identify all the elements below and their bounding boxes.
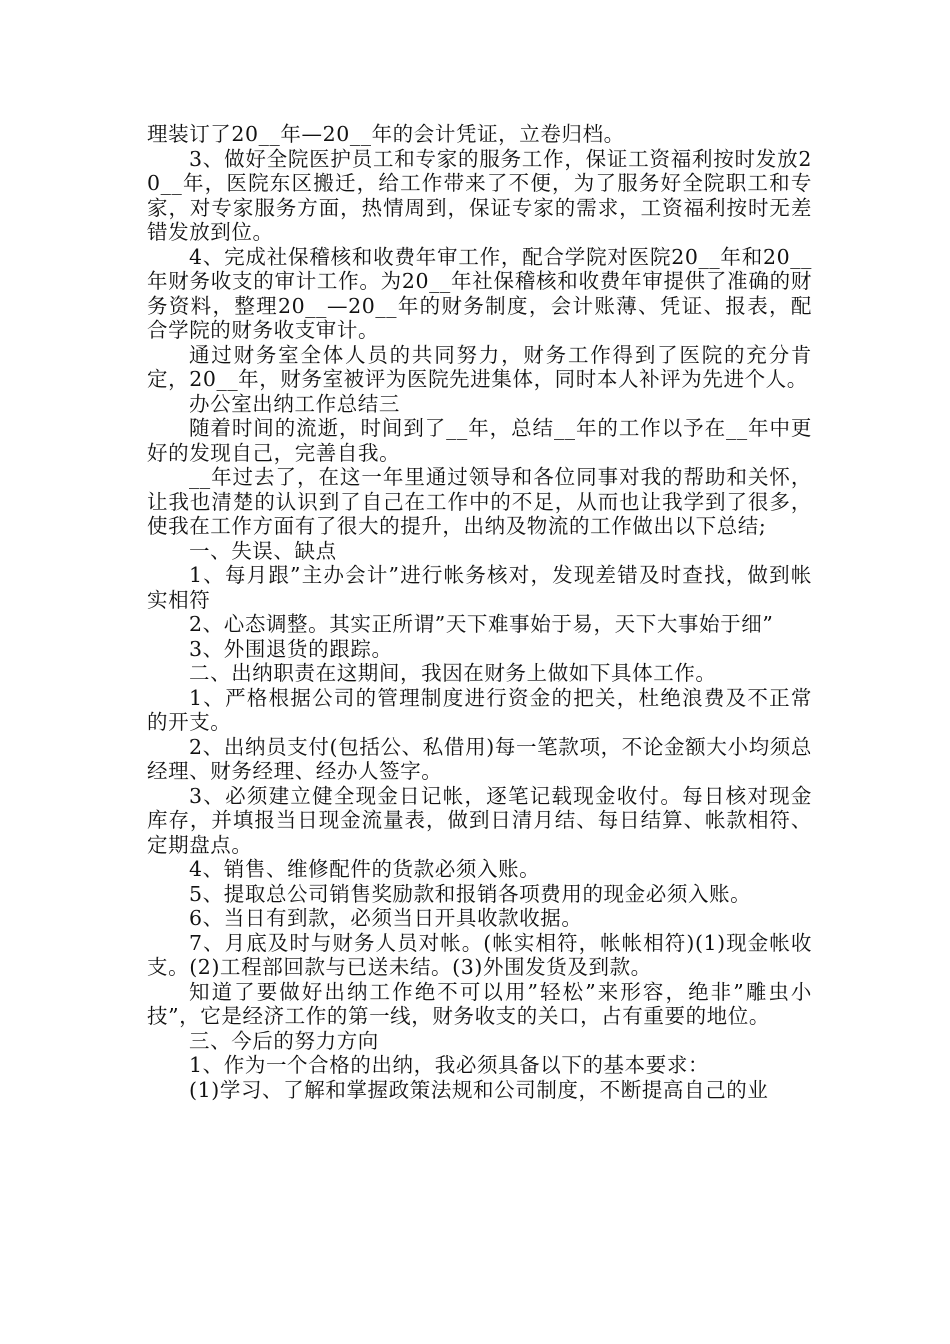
list-item: 3、外围退货的跟踪。 [189,636,393,661]
subsection-heading: 一、失误、缺点 [189,538,337,563]
subsection-heading: 二、出纳职责在这期间，我因在财务上做如下具体工作。 [189,661,717,685]
list-item: 1、每月跟”主办会计”进行帐务核对，发现差错及时查找，做到帐实相符 [147,563,812,612]
paragraph: 通过财务室全体人员的共同努力，财务工作得到了医院的充分肯定，20__年，财务室被评为医院先进集体，同时本人补评为先进个人。 [147,342,812,391]
paragraph: 4、完成社保稽核和收费年审工作，配合学院对医院20__年和20__年财务收支的审计工作。为20__年社保稽核和收费年审提供了准确的财务资料，整理20__—20__年的财务制度，会计账薄、凭证、报表，配合学院的财务收支审计。 [147,244,812,342]
list-item: 3、必须建立健全现金日记帐，逐笔记载现金收付。每日核对现金库存，并填报当日现金流量表，做到日清月结、每日结算、帐款相符、定期盘点。 [147,783,812,857]
list-item: 2、出纳员支付(包括公、私借用)每一笔款项，不论金额大小均须总经理、财务经理、经办人签字。 [147,734,812,783]
paragraph: 理装订了20__年—20__年的会计凭证，立卷归档。 [147,122,625,146]
subsection-heading: 三、今后的努力方向 [189,1028,379,1053]
paragraph: 3、做好全院医护员工和专家的服务工作，保证工资福利按时发放20__年，医院东区搬迁，给工作带来了不便，为了服务好全院职工和专家，对专家服务方面，热情周到，保证专家的需求，工资福利按时无差错发放到位。 [147,146,812,244]
list-item: (1)学习、了解和掌握政策法规和公司制度，不断提高自己的业 [189,1077,769,1102]
paragraph: 随着时间的流逝，时间到了__年，总结__年的工作以予在__年中更好的发现自己，完善自我。 [147,416,812,465]
paragraph: 知道了要做好出纳工作绝不可以用”轻松”来形容，绝非”雕虫小技”，它是经济工作的第一线，财务收支的关口，占有重要的地位。 [147,979,812,1028]
list-item: 5、提取总公司销售奖励款和报销各项费用的现金必须入账。 [189,881,752,906]
list-item: 2、心态调整。其实正所谓”天下难事始于易，天下大事始于细” [189,612,774,636]
document-body [147,122,812,1102]
list-item: 4、销售、维修配件的货款必须入账。 [189,857,541,881]
list-item: 1、严格根据公司的管理制度进行资金的把关，杜绝浪费及不正常的开支。 [147,685,812,734]
list-item: 1、作为一个合格的出纳，我必须具备以下的基本要求： [189,1053,710,1077]
paragraph: __年过去了，在这一年里通过领导和各位同事对我的帮助和关怀，让我也清楚的认识到了自己在工作中的不足，从而也让我学到了很多，使我在工作方面有了很大的提升，出纳及物流的工作做出以下总结; [147,465,812,538]
section-heading: 办公室出纳工作总结三 [189,391,400,416]
list-item: 7、月底及时与财务人员对帐。(帐实相符，帐帐相符)(1)现金帐收支。(2)工程部回款与已送未结。(3)外围发货及到款。 [147,930,812,979]
list-item: 6、当日有到款，必须当日开具收款收据。 [189,906,583,930]
